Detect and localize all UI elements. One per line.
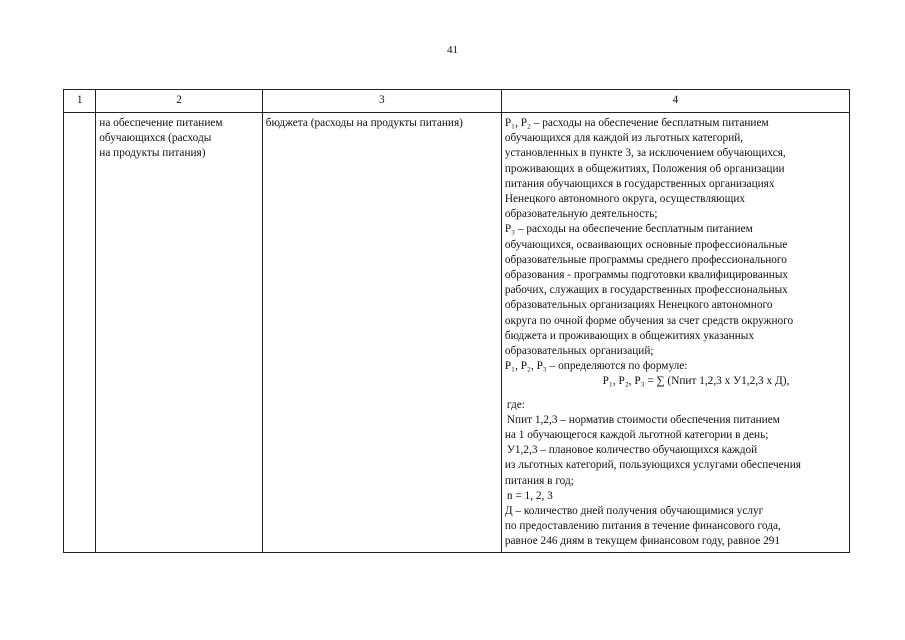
formula: P₁, P₂, P₃ = ∑ (Nпит 1,2,3 х У1,2,3 х Д),	[602, 375, 790, 388]
cell-col-2	[96, 113, 262, 553]
cell-text-line: обучающихся, осваивающих основные профессиональные	[504, 238, 788, 251]
cell-text-line: на продукты питания)	[99, 147, 206, 160]
cell-text-line: У1,2,3 – плановое количество обучающихся каждой	[506, 444, 758, 457]
header-row	[64, 90, 850, 113]
cell-text-line: Ненецкого автономного округа, осуществляющих	[504, 193, 746, 206]
header-col-4: 4	[501, 90, 849, 113]
cell-text-line: Д – количество дней получения обучающимися услуг	[504, 505, 764, 518]
header-col-3: 3	[262, 90, 501, 113]
cell-text-line: P₁, P₂ – расходы на обеспечение бесплатным питанием	[504, 117, 769, 129]
cell-text-line: P₁, P₂, P₃ – определяются по формуле:	[504, 360, 688, 373]
cell-text-line: P₃ – расходы на обеспечение бесплатным питанием	[504, 223, 753, 236]
cell-text-line: где:	[506, 398, 525, 411]
page-number: 41	[447, 44, 458, 56]
cell-text-line: обучающихся (расходы	[99, 132, 212, 145]
cell-text-line: бюджета (расходы на продукты питания)	[265, 117, 463, 129]
regulation-table	[63, 89, 850, 553]
cell-text-line: бюджета и проживающих в общежитиях указанных	[504, 329, 755, 342]
table-row	[64, 113, 850, 553]
cell-text-line: питания в год;	[504, 474, 574, 487]
cell-text-line: по предоставлению питания в течение финансового года,	[504, 520, 781, 533]
header-col-1: 1	[64, 90, 96, 113]
cell-text-line: образовательную деятельность;	[504, 208, 658, 221]
cell-col-4	[501, 113, 849, 553]
cell-col-1	[64, 113, 96, 553]
cell-text-line: n = 1, 2, 3	[506, 489, 553, 502]
cell-col-3	[262, 113, 501, 553]
cell-text-line: питания обучающихся в государственных организациях	[504, 177, 775, 190]
cell-text-line: на обеспечение питанием	[99, 117, 223, 129]
cell-text-line: образовательные программы среднего профессионального	[504, 253, 787, 266]
spacer	[505, 390, 847, 398]
cell-text-line: образовательных организаций;	[504, 345, 654, 358]
cell-text-line: установленных в пункте 3, за исключением обучающихся,	[504, 147, 786, 160]
cell-text-line: рабочих, служащих в государственных профессиональных	[504, 284, 788, 297]
cell-text-line: Nпит 1,2,3 – норматив стоимости обеспечения питанием	[506, 413, 780, 426]
header-col-2: 2	[96, 90, 262, 113]
cell-text-line: из льготных категорий, пользующихся услугами обеспечения	[504, 459, 801, 472]
cell-text-line: округа по очной форме обучения за счет средств окружного	[504, 314, 794, 327]
cell-text-line: обучающихся для каждой из льготных категорий,	[504, 132, 744, 145]
cell-text-line: проживающих в общежитиях, Положения об организации	[504, 162, 785, 175]
cell-text-line: образовательных организациях Ненецкого автономного	[504, 299, 773, 312]
cell-text-line: равное 246 дням в текущем финансовом году, равное 291	[504, 535, 781, 548]
cell-text-line: образования - программы подготовки квалифицированных	[504, 269, 789, 282]
cell-text-line: на 1 обучающегося каждой льготной категории в день;	[504, 429, 769, 442]
